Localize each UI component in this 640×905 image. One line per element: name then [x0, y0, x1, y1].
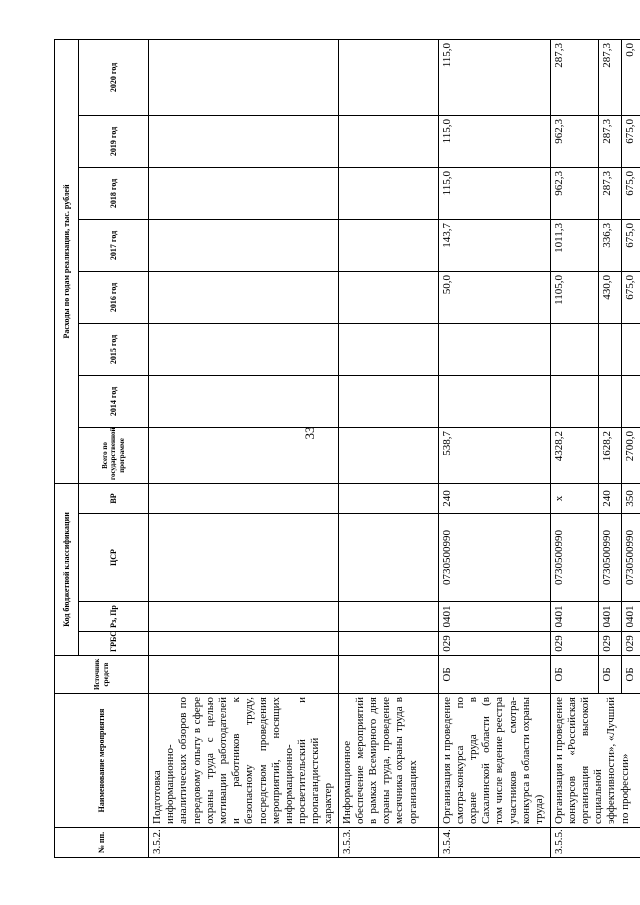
year-2017-cell	[338, 219, 438, 271]
year-2014-cell	[550, 375, 598, 427]
table-row	[149, 39, 339, 857]
year-2019-cell: 962,3	[550, 115, 598, 167]
header-rzpr: Рз, Пр	[79, 602, 149, 632]
source-cell	[149, 656, 339, 694]
total-cell: 1628,2	[598, 427, 621, 483]
source-cell: ОБ	[598, 656, 621, 694]
year-2016-cell	[338, 271, 438, 323]
csr-cell: 0730500990	[550, 514, 598, 602]
year-2014-cell	[338, 375, 438, 427]
year-2014-cell	[621, 375, 640, 427]
year-2018-cell: 675,0	[621, 167, 640, 219]
expenses-table	[54, 39, 640, 858]
vr-cell: 240	[598, 483, 621, 513]
header-expenses: Расходы по годам реализации, тыс. рублей	[55, 39, 79, 483]
total-cell: 2700,0	[621, 427, 640, 483]
total-cell: 538,7	[438, 427, 550, 483]
year-2018-cell: 962,3	[550, 167, 598, 219]
header-total: Всего по государственной программе	[79, 427, 149, 483]
year-2016-cell: 675,0	[621, 271, 640, 323]
year-2019-cell: 675,0	[621, 115, 640, 167]
rzpr-cell	[149, 602, 339, 632]
vr-cell	[149, 483, 339, 513]
header-year-2015: 2015 год	[79, 323, 149, 375]
header-name: Наименование мероприятия	[55, 694, 149, 828]
year-2015-cell	[621, 323, 640, 375]
grbs-cell: 029	[598, 632, 621, 656]
rotated-table-container	[54, 42, 636, 858]
header-vr: ВР	[79, 483, 149, 513]
rzpr-cell: 0401	[598, 602, 621, 632]
activity-name: Подготовка информационно-аналитических обзоров по передовому опыту в сфере охраны труда с целью мотивации работодателей и работников к безопасному труду, посредством проведения мероприятий, носящих информационно-просветительский и пропагандистский характер	[149, 694, 339, 828]
year-2017-cell: 143,7	[438, 219, 550, 271]
source-cell	[338, 656, 438, 694]
page-number: 33	[302, 426, 317, 440]
table-body	[149, 39, 640, 857]
year-2020-cell	[149, 39, 339, 115]
row-number: 3.5.2.	[149, 828, 339, 858]
header-year-2016: 2016 год	[79, 271, 149, 323]
header-num: № пп.	[55, 828, 149, 858]
csr-cell	[338, 514, 438, 602]
year-2016-cell	[149, 271, 339, 323]
year-2018-cell	[338, 167, 438, 219]
csr-cell: 0730500990	[438, 514, 550, 602]
year-2015-cell	[550, 323, 598, 375]
year-2016-cell: 1105,0	[550, 271, 598, 323]
header-source: Источник средств	[55, 656, 149, 694]
year-2018-cell: 287,3	[598, 167, 621, 219]
header-year-2014: 2014 год	[79, 375, 149, 427]
header-year-2019: 2019 год	[79, 115, 149, 167]
vr-cell: 240	[438, 483, 550, 513]
header-grbs: ГРБС	[79, 632, 149, 656]
year-2020-cell: 115,0	[438, 39, 550, 115]
year-2014-cell	[149, 375, 339, 427]
table-row	[550, 39, 598, 857]
year-2017-cell	[149, 219, 339, 271]
source-cell: ОБ	[438, 656, 550, 694]
row-number: 3.5.5.	[550, 828, 640, 858]
activity-name: Информационное обеспечение мероприятий в рамках Всемирного дня охраны труда, проведение месячника охраны труда в организациях	[338, 694, 438, 828]
year-2018-cell: 115,0	[438, 167, 550, 219]
activity-name: Организация и проведение смотра-конкурса по охране труда в Сахалинской области (в том числе ведение реестра участников смотра-конкурса в области охраны труда)	[438, 694, 550, 828]
total-cell	[338, 427, 438, 483]
rzpr-cell	[338, 602, 438, 632]
activity-name: Организация и проведение конкурсов «Российская организация высокой социальной эффективности», «Лучший по профессии»	[550, 694, 640, 828]
csr-cell: 0730500990	[598, 514, 621, 602]
year-2019-cell	[149, 115, 339, 167]
vr-cell: 350	[621, 483, 640, 513]
row-number: 3.5.3.	[338, 828, 438, 858]
year-2015-cell	[438, 323, 550, 375]
table-row	[438, 39, 550, 857]
grbs-cell	[338, 632, 438, 656]
grbs-cell: 029	[438, 632, 550, 656]
year-2019-cell: 287,3	[598, 115, 621, 167]
total-cell: 4328,2	[550, 427, 598, 483]
year-2019-cell: 115,0	[438, 115, 550, 167]
table-row	[338, 39, 438, 857]
year-2016-cell: 50,0	[438, 271, 550, 323]
year-2016-cell: 430,0	[598, 271, 621, 323]
year-2014-cell	[598, 375, 621, 427]
header-year-2020: 2020 год	[79, 39, 149, 115]
source-cell: ОБ	[550, 656, 598, 694]
grbs-cell: 029	[550, 632, 598, 656]
year-2014-cell	[438, 375, 550, 427]
csr-cell: 0730500990	[621, 514, 640, 602]
year-2019-cell	[338, 115, 438, 167]
year-2020-cell: 287,3	[598, 39, 621, 115]
grbs-cell: 029	[621, 632, 640, 656]
year-2018-cell	[149, 167, 339, 219]
header-csr: ЦСР	[79, 514, 149, 602]
rzpr-cell: 0401	[438, 602, 550, 632]
year-2017-cell: 1011,3	[550, 219, 598, 271]
rzpr-cell: 0401	[621, 602, 640, 632]
total-cell	[149, 427, 339, 483]
vr-cell	[338, 483, 438, 513]
year-2017-cell: 336,3	[598, 219, 621, 271]
rzpr-cell: 0401	[550, 602, 598, 632]
header-year-2018: 2018 год	[79, 167, 149, 219]
year-2015-cell	[149, 323, 339, 375]
csr-cell	[149, 514, 339, 602]
year-2017-cell: 675,0	[621, 219, 640, 271]
vr-cell: х	[550, 483, 598, 513]
row-number: 3.5.4.	[438, 828, 550, 858]
year-2020-cell: 0,0	[621, 39, 640, 115]
year-2015-cell	[598, 323, 621, 375]
header-year-2017: 2017 год	[79, 219, 149, 271]
grbs-cell	[149, 632, 339, 656]
year-2020-cell: 287,3	[550, 39, 598, 115]
source-cell: ОБ	[621, 656, 640, 694]
header-budget-code: Код бюджетной классификации	[55, 483, 79, 655]
year-2020-cell	[338, 39, 438, 115]
year-2015-cell	[338, 323, 438, 375]
